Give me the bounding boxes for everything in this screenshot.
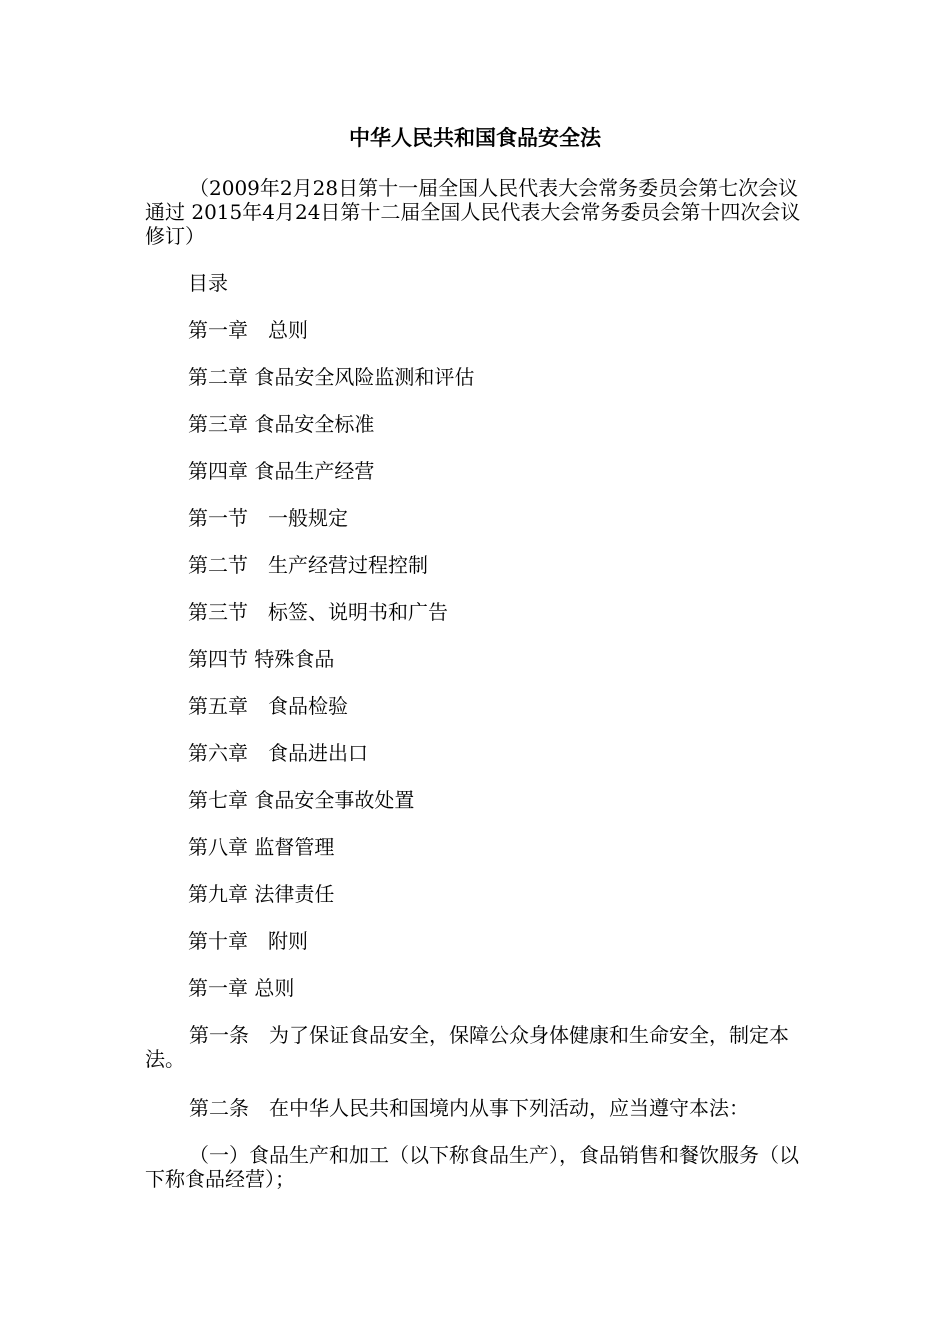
toc-entry: 第一章 总则 <box>188 318 308 342</box>
toc-entry: 第四节 特殊食品 <box>188 647 335 671</box>
toc-entry: 第七章 食品安全事故处置 <box>188 788 415 812</box>
toc-entry: 第六章 食品进出口 <box>188 741 368 765</box>
toc-entry: 第十章 附则 <box>188 929 308 953</box>
toc-entry: 第四章 食品生产经营 <box>188 459 375 483</box>
toc-entry: 第九章 法律责任 <box>188 882 335 906</box>
toc-heading: 目录 <box>188 271 228 295</box>
toc-entry: 第二节 生产经营过程控制 <box>188 553 428 577</box>
article-1-paragraph: 第一条 为了保证食品安全，保障公众身体健康和生命安全，制定本法。 <box>145 1023 789 1071</box>
toc-entry: 第三章 食品安全标准 <box>188 412 375 436</box>
article-2-item-1: （一）食品生产和加工（以下称食品生产），食品销售和餐饮服务（以下称食品经营）； <box>145 1143 799 1191</box>
toc-entry: 第八章 监督管理 <box>188 835 335 859</box>
toc-entry: 第一节 一般规定 <box>188 506 348 530</box>
toc-entry: 第二章 食品安全风险监测和评估 <box>188 365 475 389</box>
article-2-paragraph: 第二条 在中华人民共和国境内从事下列活动，应当遵守本法： <box>189 1096 749 1120</box>
chapter-heading: 第一章 总则 <box>188 976 295 1000</box>
toc-entry: 第五章 食品检验 <box>188 694 348 718</box>
preamble-paragraph: （2009年2月28日第十一届全国人民代表大会常务委员会第七次会议通过 2015年4月24日第十二届全国人民代表大会常务委员会第十四次会议修订） <box>145 176 801 248</box>
document-title: 中华人民共和国食品安全法 <box>349 125 601 150</box>
toc-entry: 第三节 标签、说明书和广告 <box>188 600 448 624</box>
